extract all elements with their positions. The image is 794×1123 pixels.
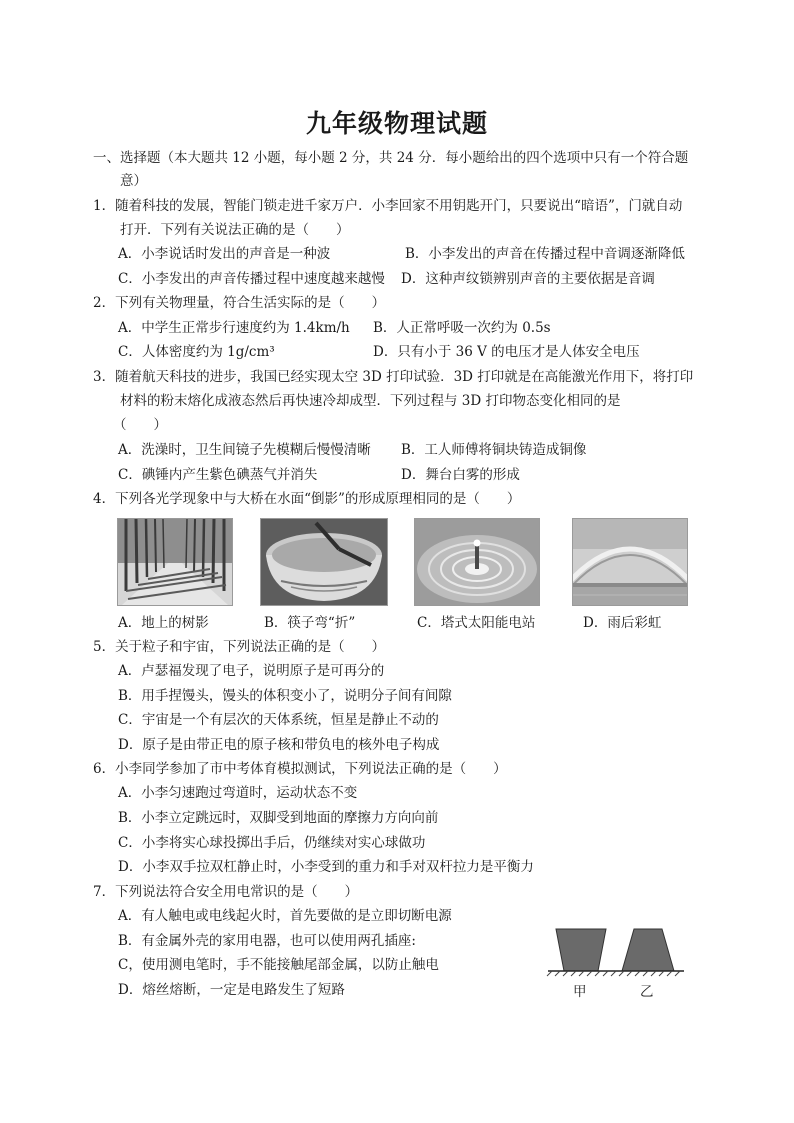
q2-stem: 2．下列有关物理量，符合生活实际的是（ ） [93, 295, 386, 311]
q6-option-c: C．小李将实心球投掷出手后，仍继续对实心球做功 [118, 835, 426, 851]
q2-option-c: C．人体密度约为 1g/cm³ [118, 344, 275, 360]
q5-stem: 5．关于粒子和宇宙，下列说法正确的是（ ） [93, 639, 386, 655]
q3-option-a: A．洗澡时，卫生间镜子先模糊后慢慢清晰 [118, 442, 371, 458]
q3-stem-line1: 3．随着航天科技的进步，我国已经实现太空 3D 打印试验．3D 打印就是在高能激光作用下，将打印 [93, 369, 694, 385]
q6-option-b: B．小李立定跳远时，双脚受到地面的摩擦力方向向前 [118, 810, 439, 826]
section-header-line1: 一、选择题（本大题共 12 小题，每小题 2 分，共 24 分．每小题给出的四个选项中只有一个符合题 [93, 150, 689, 166]
q7-stem: 7．下列说法符合安全用电常识的是（ ） [93, 884, 359, 900]
q7-option-b: B．有金属外壳的家用电器，也可以使用两孔插座: [118, 933, 416, 949]
rainbow-photo [572, 518, 688, 606]
q7-option-c: C，使用测电笔时，手不能接触尾部金属，以防止触电 [118, 957, 439, 973]
q3-stem-line2: 材料的粉末熔化成液态然后再快速冷却成型．下列过程与 3D 打印物态变化相同的是 [120, 393, 621, 409]
figure-label-yi: 乙 [640, 984, 654, 1000]
q6-option-d: D．小李双手拉双杠静止时，小李受到的重力和手对双杆拉力是平衡力 [118, 859, 534, 875]
solar-tower-photo [414, 518, 540, 606]
tree-shadow-photo [117, 518, 233, 606]
q1-option-d: D．这种声纹锁辨别声音的主要依据是音调 [401, 271, 655, 287]
q1-option-c: C．小李发出的声音传播过程中速度越来越慢 [118, 271, 385, 287]
page-title: 九年级物理试题 [305, 109, 488, 138]
q1-stem-line2: 打开．下列有关说法正确的是（ ） [120, 222, 350, 238]
q7-option-a: A．有人触电或电线起火时，首先要做的是立即切断电源 [118, 908, 452, 924]
q3-option-b: B．工人师傅将铜块铸造成铜像 [401, 442, 587, 458]
blocks-figure [546, 925, 686, 977]
q4-option-c: C．塔式太阳能电站 [417, 615, 536, 631]
q2-option-d: D．只有小于 36 V 的电压才是人体安全电压 [373, 344, 640, 360]
q5-option-b: B．用手捏馒头，馒头的体积变小了，说明分子间有间隙 [118, 688, 452, 704]
q4-stem: 4．下列各光学现象中与大桥在水面“倒影”的形成原理相同的是（ ） [93, 491, 521, 507]
section-header-line2: 意） [120, 173, 147, 189]
q3-option-c: C．碘锤内产生紫色碘蒸气并消失 [118, 467, 318, 483]
figure-label-jia: 甲 [573, 984, 587, 1000]
q4-option-a: A．地上的树影 [118, 615, 209, 631]
q6-option-a: A．小李匀速跑过弯道时，运动状态不变 [118, 785, 358, 801]
q2-option-a: A．中学生正常步行速度约为 1.4km/h [118, 320, 350, 336]
q1-option-a: A．小李说话时发出的声音是一种波 [118, 246, 331, 262]
q3-stem-line3: （ ） [113, 417, 167, 433]
q6-stem: 6．小李同学参加了市中考体育模拟测试，下列说法正确的是（ ） [93, 761, 507, 777]
q4-option-b: B．筷子弯“折” [264, 615, 356, 631]
q4-option-d: D．雨后彩虹 [583, 615, 662, 631]
q1-stem-line1: 1．随着科技的发展，智能门锁走进千家万户．小李回家不用钥匙开门，只要说出“暗语”，门就自动 [93, 198, 683, 214]
q5-option-a: A．卢瑟福发现了电子，说明原子是可再分的 [118, 663, 385, 679]
q1-option-b: B．小李发出的声音在传播过程中音调逐渐降低 [405, 246, 685, 262]
q5-option-d: D．原子是由带正电的原子核和带负电的核外电子构成 [118, 737, 440, 753]
q3-option-d: D．舞台白雾的形成 [401, 467, 520, 483]
q5-option-c: C．宇宙是一个有层次的天体系统，恒星是静止不动的 [118, 712, 439, 728]
q7-option-d: D．熔丝熔断，一定是电路发生了短路 [118, 982, 345, 998]
q2-option-b: B．人正常呼吸一次约为 0.5s [373, 320, 551, 336]
chopsticks-bowl-photo [260, 518, 388, 606]
